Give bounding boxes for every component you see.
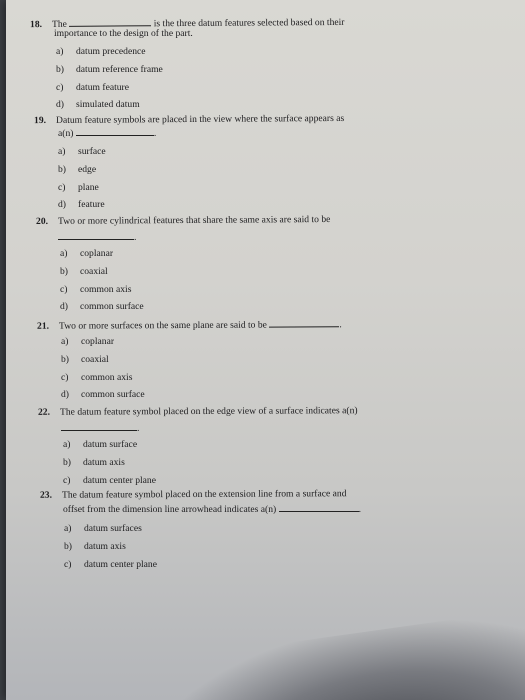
question-23 bbox=[40, 488, 347, 501]
question-number: 18. bbox=[29, 19, 43, 31]
question-text: The bbox=[51, 18, 67, 30]
question-18-line2: importance to the design of the part. bbox=[54, 28, 193, 39]
option: d) feature bbox=[58, 199, 105, 210]
question-text: is the three datum features selected based on their bbox=[153, 16, 345, 30]
question-19 bbox=[34, 113, 344, 126]
question-number: 20. bbox=[35, 215, 49, 228]
option: c) plane bbox=[58, 182, 99, 193]
option: d) common surface bbox=[60, 301, 144, 312]
option: a) coplanar bbox=[61, 336, 115, 347]
option: d) simulated datum bbox=[56, 99, 140, 110]
option: b) datum axis bbox=[63, 457, 125, 468]
question-text: The datum feature symbol placed on the edge view of a surface indicates a(n) bbox=[59, 405, 358, 418]
option: b) coaxial bbox=[60, 266, 108, 277]
answer-blank bbox=[76, 126, 154, 136]
question-20 bbox=[36, 214, 330, 227]
option: c) common axis bbox=[61, 372, 133, 383]
option: a) datum surfaces bbox=[64, 523, 142, 534]
question-21: 21. Two or more surfaces on the same plane are said to be . bbox=[36, 319, 342, 332]
question-22-line2: . bbox=[61, 421, 139, 434]
option: a) datum precedence bbox=[56, 46, 146, 57]
question-text: Two or more surfaces on the same plane are said to be bbox=[58, 319, 267, 332]
answer-blank bbox=[269, 317, 339, 327]
option: d) common surface bbox=[61, 389, 145, 400]
option: b) datum axis bbox=[64, 541, 126, 552]
option: c) common axis bbox=[60, 284, 132, 295]
question-text: Two or more cylindrical features that share the same axis are said to be bbox=[57, 213, 331, 227]
question-23-line2: offset from the dimension line arrowhead indicates a(n) . bbox=[63, 504, 362, 515]
question-19-line2: a(n) . bbox=[58, 128, 157, 139]
answer-blank bbox=[58, 230, 134, 240]
option: b) edge bbox=[58, 164, 97, 175]
option: a) datum surface bbox=[63, 439, 138, 450]
option: a) coplanar bbox=[60, 248, 114, 259]
answer-blank bbox=[279, 502, 359, 512]
question-22 bbox=[38, 405, 358, 418]
answer-blank bbox=[61, 421, 137, 431]
option: c) datum feature bbox=[56, 82, 130, 93]
option: c) datum center plane bbox=[64, 559, 157, 570]
answer-blank bbox=[69, 16, 151, 27]
question-number: 19. bbox=[33, 114, 47, 127]
question-text: Datum feature symbols are placed in the view where the surface appears as bbox=[55, 112, 345, 126]
question-number: 22. bbox=[37, 406, 51, 418]
question-number: 23. bbox=[39, 489, 53, 501]
option: a) surface bbox=[58, 146, 106, 157]
option: b) datum reference frame bbox=[56, 64, 163, 75]
question-text: The datum feature symbol placed on the extension line from a surface and bbox=[61, 488, 347, 501]
option: c) datum center plane bbox=[63, 475, 156, 486]
question-number: 21. bbox=[36, 320, 50, 332]
option: b) coaxial bbox=[61, 354, 109, 365]
question-20-line2: . bbox=[58, 230, 136, 243]
